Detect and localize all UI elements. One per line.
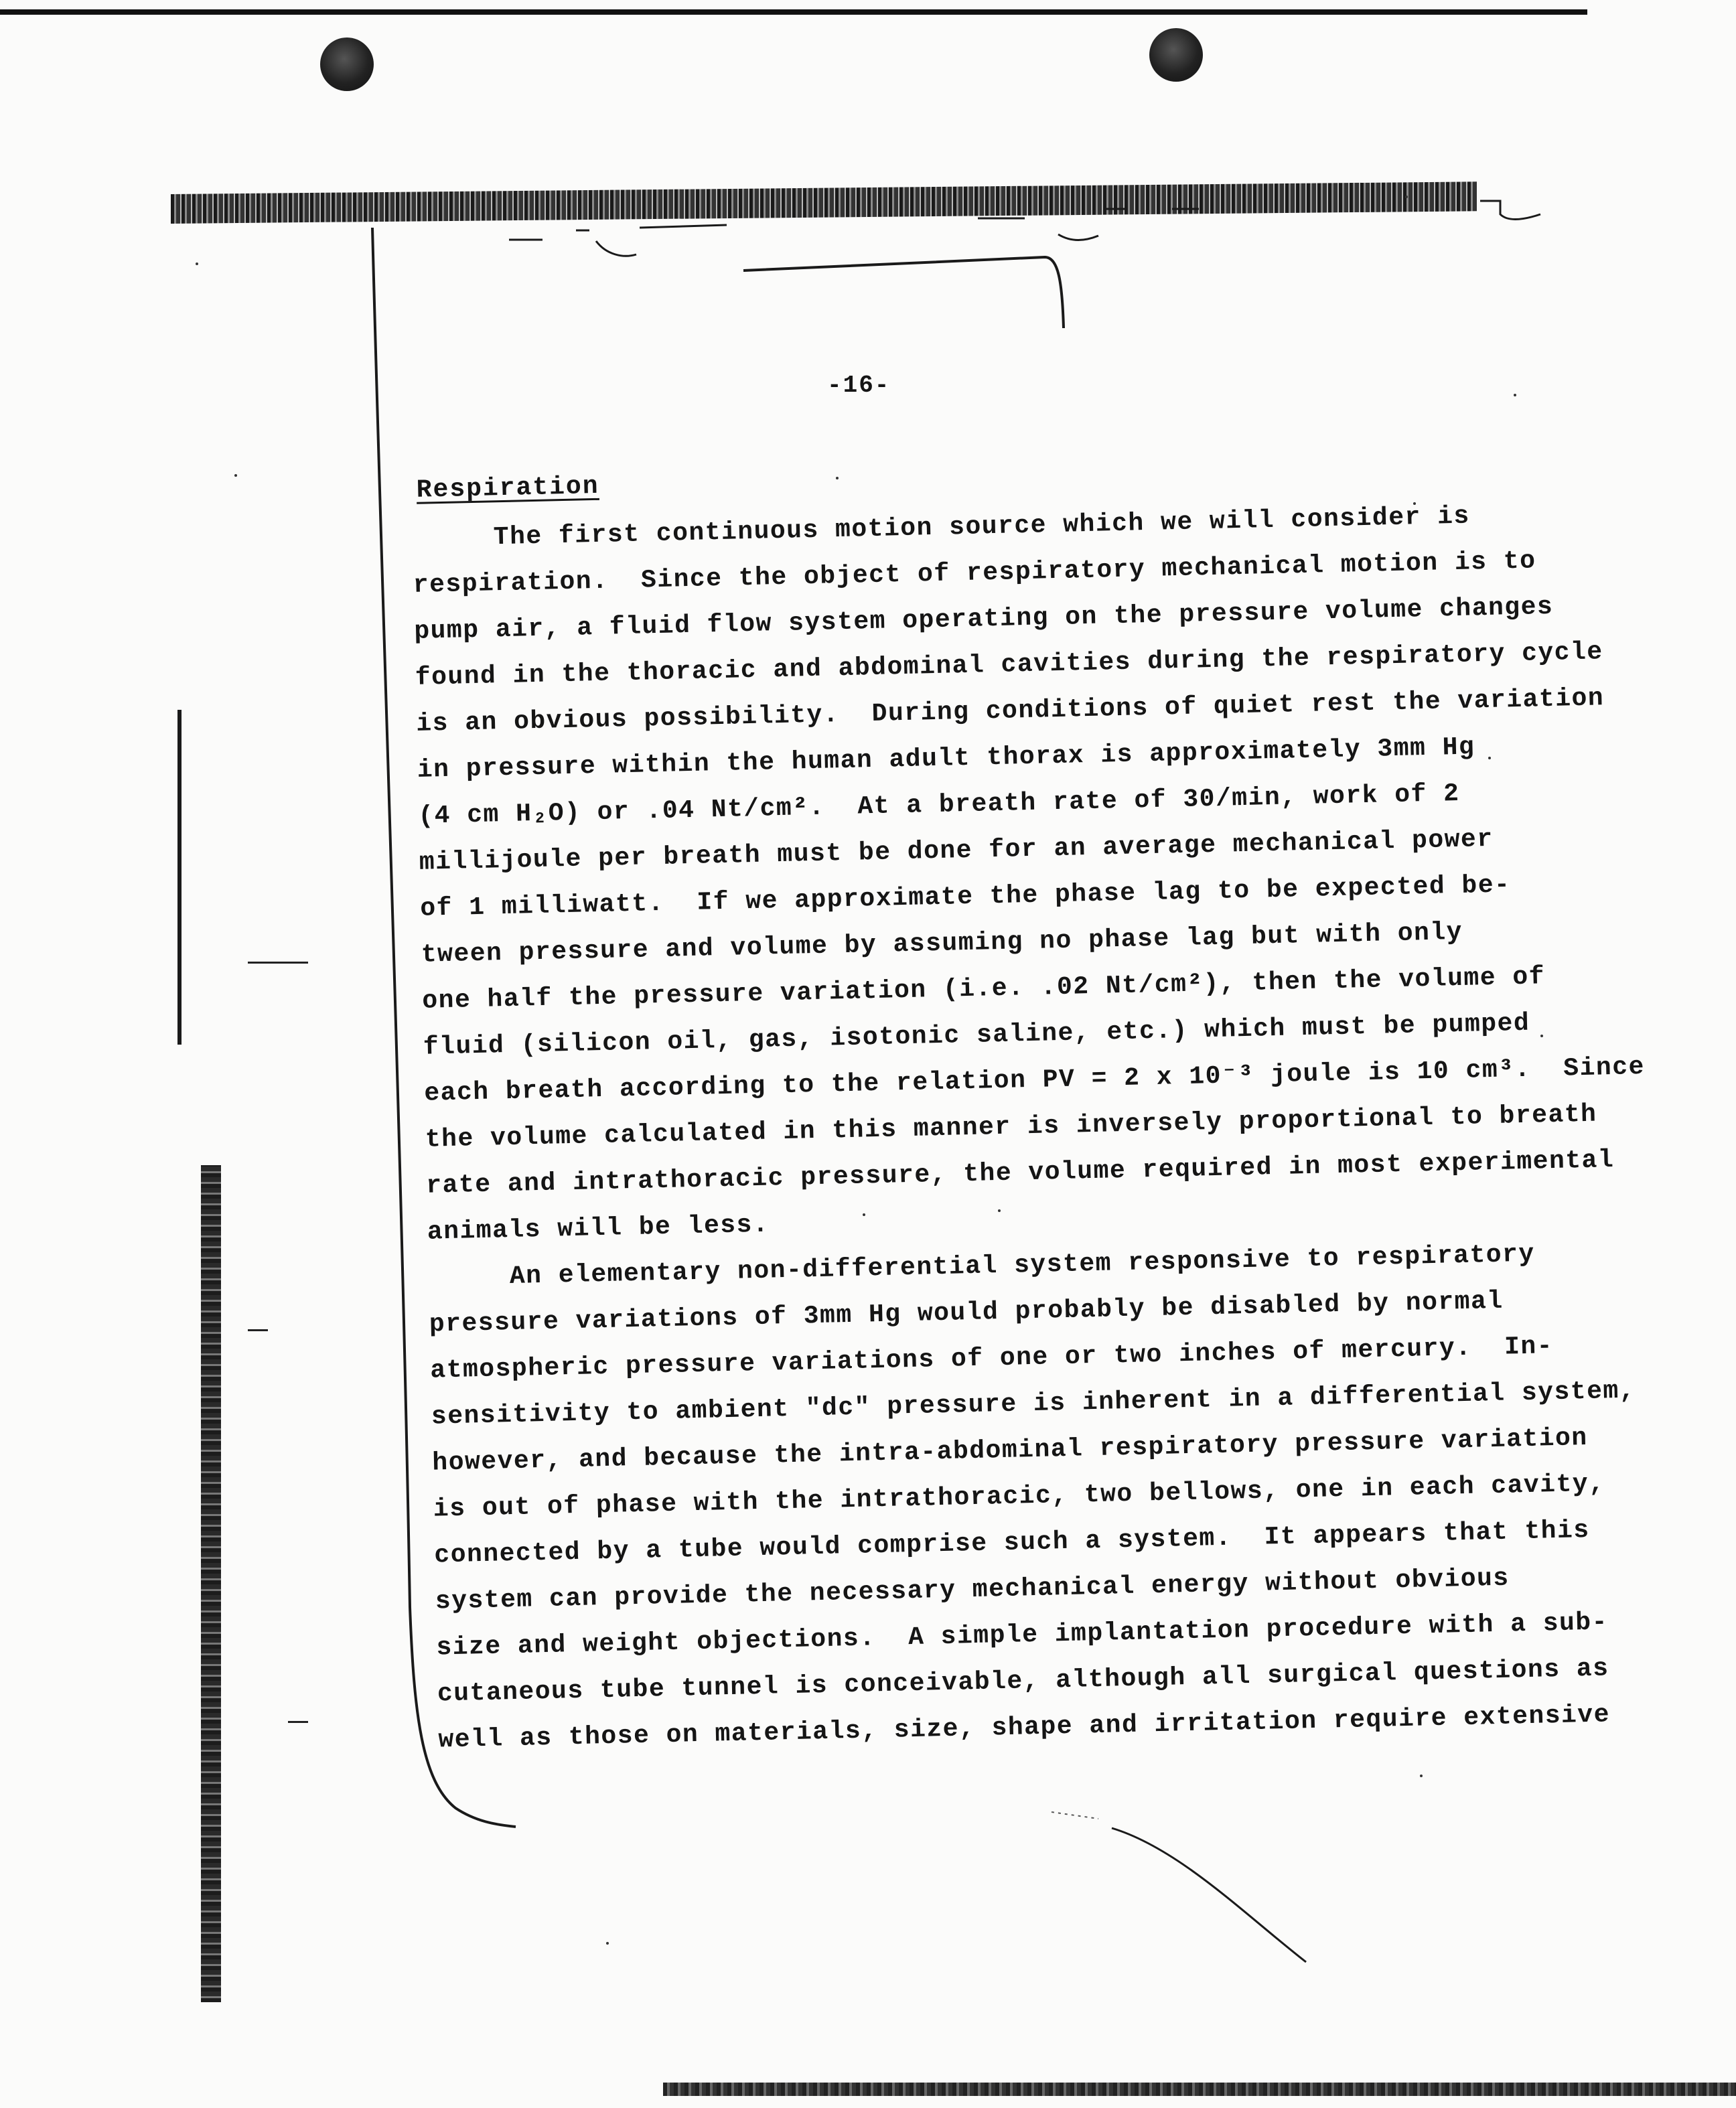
text-line: pressure variations of 3mm Hg would probably be disabled by normal: [429, 1286, 1504, 1339]
text-line: animals will be less.: [427, 1210, 770, 1247]
document-body: [409, 351, 1646, 1764]
text-line: An elementary non-differential system responsive to respiratory: [427, 1239, 1536, 1293]
paragraph-2: [427, 1231, 1636, 1764]
text-line: tween pressure and volume by assuming no phase lag but with only: [421, 917, 1463, 970]
text-line: is out of phase with the intrathoracic, two bellows, one in each cavity,: [433, 1469, 1605, 1524]
text-line: however, and because the intra-abdominal respiratory pressure variation: [431, 1423, 1589, 1478]
text-line: each breath according to the relation PV = 2 x 10⁻³ joule is 10 cm³. Since: [423, 1052, 1646, 1108]
text-line: system can provide the necessary mechanical energy without obvious: [435, 1564, 1510, 1616]
text-line: millijoule per breath must be done for an average mechanical power: [419, 824, 1494, 877]
text-line: the volume calculated in this manner is inversely proportional to breath: [425, 1100, 1597, 1154]
text-line: is an obvious possibility. During conditions of quiet rest the variation: [415, 684, 1605, 739]
text-line: The first continuous motion source which we will consider is: [411, 502, 1471, 554]
text-line: well as those on materials, size, shape and irritation require extensive: [438, 1700, 1611, 1755]
text-line: size and weight objections. A simple implantation procedure with a sub-: [436, 1608, 1609, 1663]
paragraph-1: [411, 492, 1646, 1256]
text-line: cutaneous tube tunnel is conceivable, although all surgical questions as: [437, 1654, 1609, 1709]
section-heading: Respiration: [416, 471, 600, 505]
page-number: -16-: [827, 372, 891, 399]
text-line: respiration. Since the object of respiratory mechanical motion is to: [413, 546, 1536, 600]
text-line: in pressure within the human adult thorax is approximately 3mm Hg: [417, 733, 1475, 785]
text-line: one half the pressure variation (i.e. .02 Nt/cm²), then the volume of: [421, 962, 1546, 1016]
text-line: atmospheric pressure variations of one or two inches of mercury. In-: [429, 1332, 1554, 1385]
text-line: of 1 milliwatt. If we approximate the phase lag to be expected be-: [419, 871, 1511, 923]
text-line: rate and intrathoracic pressure, the volume required in most experimental: [425, 1146, 1615, 1201]
text-line: fluid (silicon oil, gas, isotonic saline, etc.) which must be pumped: [423, 1008, 1530, 1062]
text-line: sensitivity to ambient "dc" pressure is inherent in a differential system,: [431, 1376, 1636, 1432]
text-line: pump air, a fluid flow system operating on the pressure volume changes: [413, 592, 1554, 646]
text-line: (4 cm H₂O) or .04 Nt/cm². At a breath rate of 30/min, work of 2: [417, 779, 1460, 831]
text-line: found in the thoracic and abdominal cavities during the respiratory cycle: [415, 637, 1604, 692]
text-line: connected by a tube would comprise such a system. It appears that this: [434, 1515, 1591, 1570]
